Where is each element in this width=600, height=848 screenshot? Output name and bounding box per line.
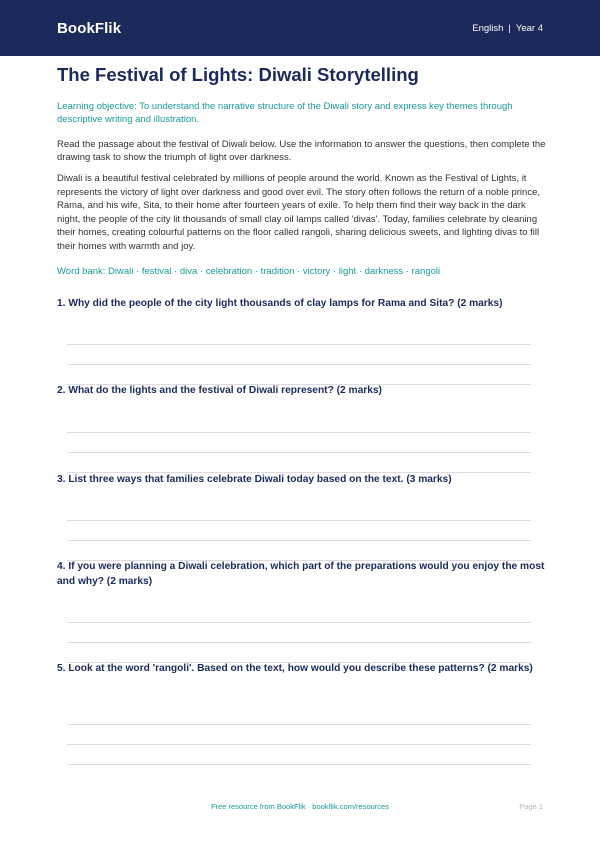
answer-line[interactable] (67, 452, 531, 453)
answer-line[interactable] (67, 744, 531, 745)
answer-line[interactable] (67, 622, 531, 623)
footer-credit-link[interactable]: Free resource from BookFlik · bookflik.com/resources (211, 802, 389, 811)
brand-logo[interactable]: BookFlik (57, 19, 122, 37)
page-number: Page 1 (519, 802, 543, 811)
answer-line[interactable] (67, 520, 531, 521)
worksheet-title: The Festival of Lights: Diwali Storytelling (57, 64, 419, 85)
question-3: 3. List three ways that families celebrate Diwali today based on the text. (3 marks) (57, 474, 452, 485)
answer-line[interactable] (67, 364, 531, 365)
answer-line[interactable] (67, 724, 531, 725)
answer-line[interactable] (67, 344, 531, 345)
question-5: 5. Look at the word 'rangoli'. Based on the text, how would you describe these patterns? (2 marks) (57, 663, 533, 674)
answer-line[interactable] (67, 642, 531, 643)
subject-label: English (472, 22, 504, 34)
question-1: 1. Why did the people of the city light thousands of clay lamps for Rama and Sita? (2 marks) (57, 298, 503, 309)
footer (0, 802, 600, 816)
header-bar (0, 0, 600, 56)
answer-line[interactable] (67, 432, 531, 433)
question-2: 2. What do the lights and the festival of Diwali represent? (2 marks) (57, 385, 382, 396)
reading-passage: Diwali is a beautiful festival celebrated by millions of people around the world. Known as the Festival of Lights, it represents the victory of light over darkness and good over evil. The story often follows the return of a noble prince, Rama, and his wife, Sita, to their home after fourteen years of exile. To help them find their way back in the dark night, the people of the city lit thousands of small clay oil lamps called 'divas'. Today, families celebrate by cleaning their homes, creating colourful patterns on the floor called rangoli, sharing delicious sweets, and lighting divas to fill their homes with warmth and joy. (57, 173, 541, 252)
answer-line[interactable] (67, 540, 531, 541)
meta-separator: | (508, 22, 511, 34)
word-bank: Word bank: Diwali · festival · diva · celebration · tradition · victory · light · darkness · rangoli (57, 266, 441, 277)
instructions: Read the passage about the festival of Diwali below. Use the information to answer the questions, then complete the drawing task to show the triumph of light over darkness. (57, 139, 546, 163)
year-label: Year 4 (515, 22, 543, 34)
question-4: 4. If you were planning a Diwali celebration, which part of the preparations would you enjoy the most and why? (2 marks) (57, 561, 545, 587)
learning-objective: Learning objective: To understand the narrative structure of the Diwali story and express key themes through descriptive writing and illustration. (57, 101, 513, 125)
answer-line[interactable] (67, 764, 531, 765)
subject-year (472, 23, 543, 34)
